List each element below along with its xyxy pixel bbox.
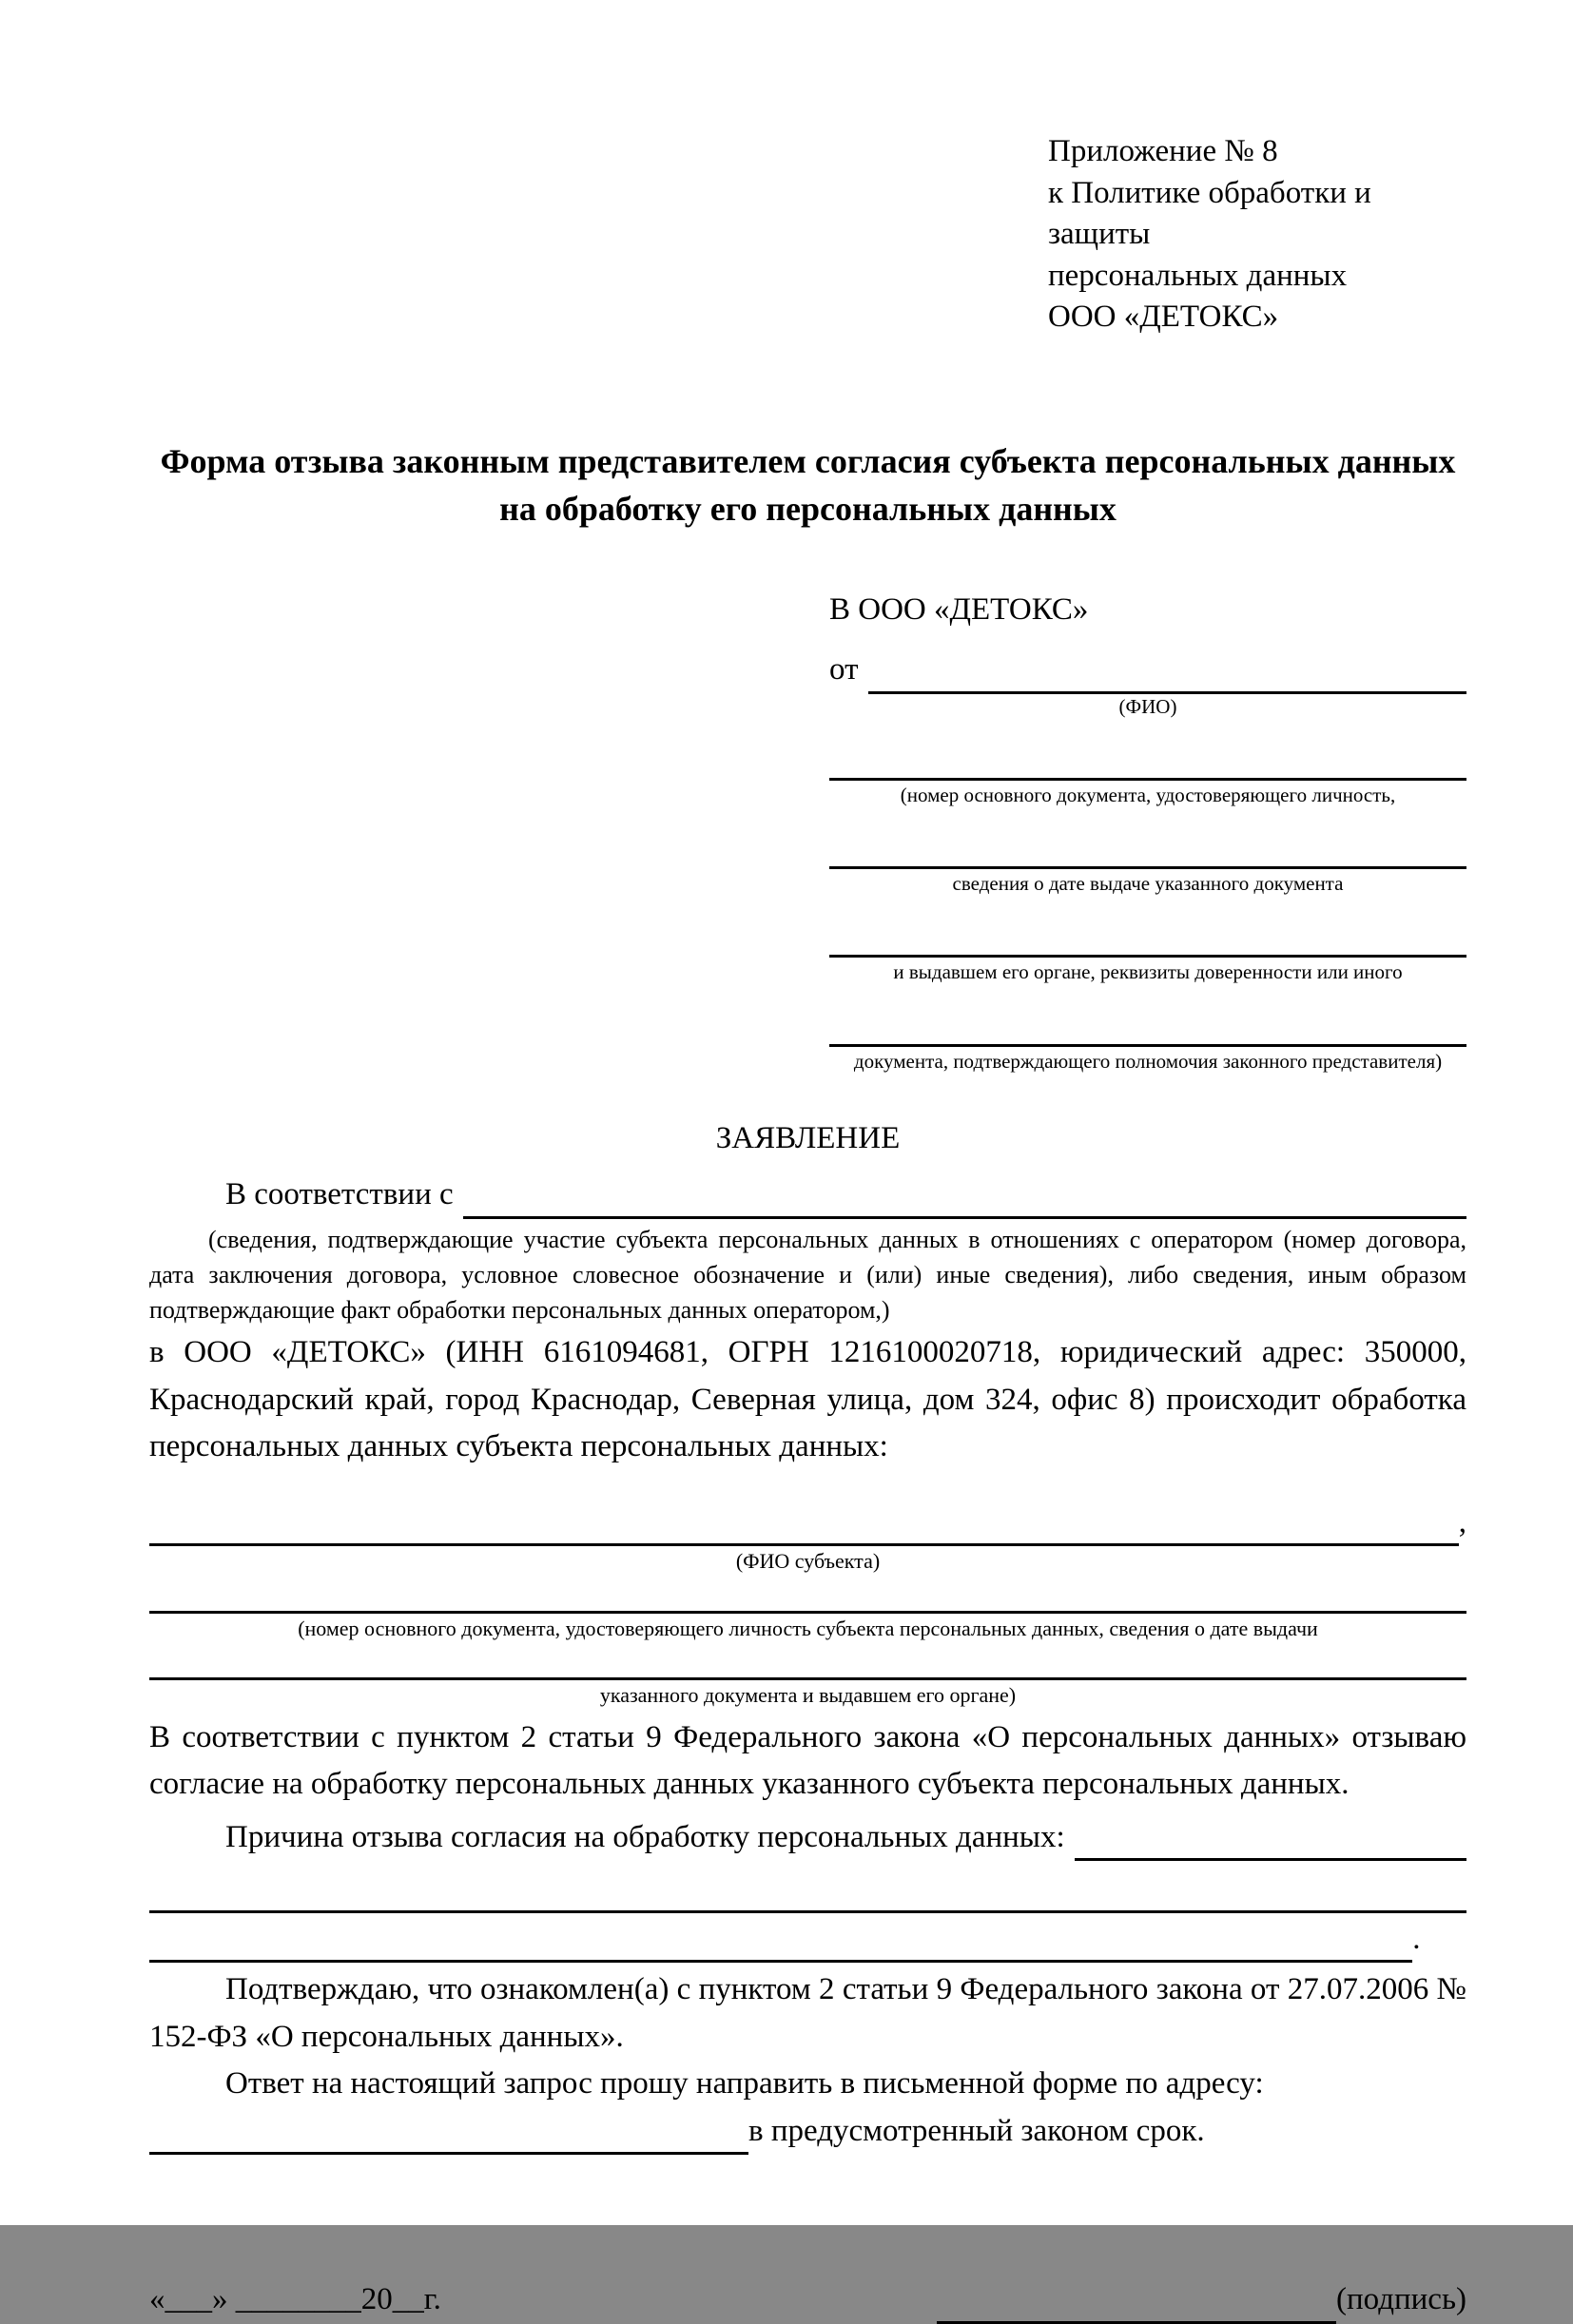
withdraw-paragraph: В соответствии с пунктом 2 статьи 9 Федерального закона «О персональных данных» отзываю согласие на обработку персональных данных указанного субъекта персональных данных. [149, 1719, 1466, 1802]
subject-doc-caption-2: указанного документа и выдавшем его органе) [599, 1683, 1017, 1708]
appendix-header [1048, 131, 1466, 339]
reason-blank-line-3 [149, 1913, 1421, 1963]
from-field [829, 647, 1466, 694]
subject-doc-blank-line [149, 1575, 1466, 1614]
accordance-blank-line [463, 1185, 1466, 1219]
fio-caption: (ФИО) [1118, 694, 1177, 718]
accordance-field [149, 1172, 1466, 1219]
subject-doc-blank-line-2 [149, 1641, 1466, 1680]
footer [149, 2276, 1466, 2324]
reply-suffix: в предусмотренный законом срок. [748, 2113, 1205, 2148]
subject-doc-caption-1: (номер основного документа, удостоверяющего личность субъекта персональных данных, сведения о дате выдачи [298, 1616, 1318, 1640]
doc-issue-date-caption: сведения о дате выдаче указанного документа [952, 872, 1344, 896]
signature-field [937, 2276, 1466, 2324]
doc-powers-field [829, 1017, 1466, 1074]
confirm-paragraph: Подтверждаю, что ознакомлен(а) с пунктом 2 статьи 9 Федерального закона от 27.07.2006 № 152-ФЗ «О персональных данных». [149, 1972, 1466, 2054]
signature-blank-line [937, 2290, 1336, 2324]
addressee-block [829, 587, 1466, 1074]
doc-number-field [829, 751, 1466, 807]
reason-field [149, 1814, 1466, 1862]
from-blank-line [868, 660, 1467, 694]
addressee-to: В ООО «ДЕТОКС» [829, 591, 1089, 627]
blank-line [829, 928, 1466, 958]
appendix-line: Приложение № 8 [1048, 134, 1278, 168]
blank-line-period: . [1412, 1921, 1421, 1956]
appendix-line: ООО «ДЕТОКС» [1048, 300, 1279, 335]
reply-address-blank-line [149, 2121, 748, 2155]
from-label: от [829, 652, 859, 688]
doc-authority-caption: и выдавшем его органе, реквизиты доверенности или иного [893, 960, 1403, 984]
blank-line [829, 1017, 1466, 1047]
reply-paragraph: Ответ на настоящий запрос прошу направить в письменной форме по адресу: [225, 2066, 1264, 2101]
appendix-line: к Политике обработки и защиты [1048, 175, 1371, 252]
reason-blank-line [1075, 1827, 1466, 1861]
document-title: Форма отзыва законным представителем согласия субъекта персональных данных на обработку его персональных данных [160, 441, 1456, 529]
doc-powers-caption: документа, подтверждающего полномочия законного представителя) [853, 1049, 1443, 1073]
subject-fio-caption: (ФИО субъекта) [735, 1549, 881, 1574]
doc-number-caption: (номер основного документа, удостоверяющего личность, [900, 783, 1396, 806]
reply-address-field [149, 2108, 1466, 2156]
doc-authority-field [829, 928, 1466, 984]
operator-paragraph: в ООО «ДЕТОКС» (ИНН 6161094681, ОГРН 1216100020718, юридический адрес: 350000, Краснодарский край, город Краснодар, Северная улица, дом 324, офис 8) происходит обработка персональных данных субъекта персональных данных: [149, 1335, 1466, 1464]
subject-fio-comma: , [1458, 1504, 1466, 1540]
statement-heading: ЗАЯВЛЕНИЕ [715, 1120, 901, 1155]
blank-line [829, 751, 1466, 781]
appendix-line: персональных данных [1048, 258, 1348, 293]
reason-prefix: Причина отзыва согласия на обработку персональных данных: [225, 1819, 1065, 1854]
date-field: «___» ________20__г. [149, 2282, 441, 2317]
signature-caption: (подпись) [1336, 2282, 1466, 2317]
accordance-note: (сведения, подтверждающие участие субъекта персональных данных в отношениях с оператором (номер договора, дата заключения договора, условное словесное обозначение и (или) иные сведения), либо сведения, иным образом подтверждающие факт обработки персональных данных оператором,) [149, 1225, 1466, 1324]
subject-fio-blank-line [149, 1512, 1459, 1546]
blank-line [829, 840, 1466, 869]
accordance-prefix: В соответствии с [225, 1177, 454, 1212]
subject-fio-field [149, 1500, 1466, 1547]
doc-issue-date-field [829, 840, 1466, 896]
blank-line [149, 1928, 1412, 1963]
reason-blank-line-2 [149, 1861, 1466, 1913]
